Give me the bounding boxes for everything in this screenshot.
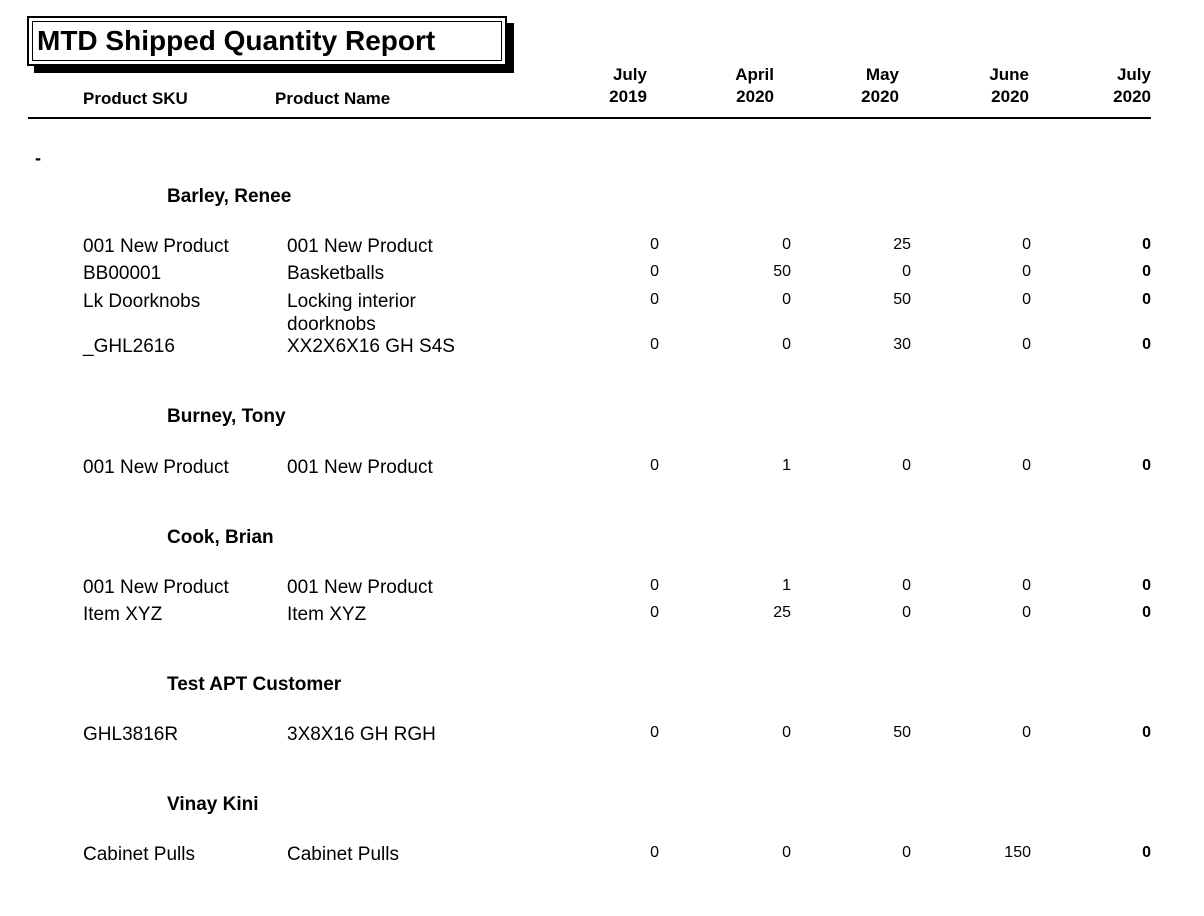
qty-cell: 0 (1022, 577, 1031, 594)
column-header-month-name: May (865, 65, 899, 84)
group-marker: - (35, 148, 41, 168)
qty-cell: 0 (1142, 236, 1151, 253)
column-header-month-year: 2019 (609, 87, 647, 106)
qty-cell: 150 (1004, 844, 1031, 861)
qty-cell: 0 (782, 291, 791, 308)
qty-cell: 0 (902, 457, 911, 474)
product-sku: 001 New Product (83, 457, 229, 478)
qty-cell: 30 (893, 336, 911, 353)
column-header-month (1031, 64, 1151, 108)
table-row (0, 290, 1204, 336)
product-name: Locking interior doorknobs (287, 291, 416, 335)
qty-cell: 0 (1142, 291, 1151, 308)
qty-cell: 0 (1142, 457, 1151, 474)
qty-cell: 0 (782, 336, 791, 353)
product-sku: 001 New Product (83, 577, 229, 598)
column-header-month-year: 2020 (736, 87, 774, 106)
product-name: XX2X6X16 GH S4S (287, 336, 455, 357)
qty-cell: 0 (650, 844, 659, 861)
customer-group-name: Burney, Tony (167, 406, 286, 427)
customer-group-name: Vinay Kini (167, 794, 259, 815)
qty-cell: 0 (1142, 724, 1151, 741)
column-header-month (527, 64, 647, 108)
qty-cell: 0 (650, 291, 659, 308)
product-name: 3X8X16 GH RGH (287, 724, 436, 745)
qty-cell: 0 (1022, 236, 1031, 253)
column-header-month-year: 2020 (861, 87, 899, 106)
product-name: 001 New Product (287, 457, 433, 478)
qty-cell: 0 (1142, 604, 1151, 621)
qty-cell: 25 (773, 604, 791, 621)
product-sku: Item XYZ (83, 604, 163, 625)
qty-cell: 50 (893, 291, 911, 308)
qty-cell: 0 (782, 236, 791, 253)
product-name: Item XYZ (287, 604, 367, 625)
qty-cell: 0 (650, 577, 659, 594)
column-header-month-name: July (1116, 65, 1151, 84)
qty-cell: 0 (1142, 263, 1151, 280)
qty-cell: 0 (1022, 291, 1031, 308)
product-name: 001 New Product (287, 236, 433, 257)
qty-cell: 1 (782, 577, 791, 594)
table-row (0, 335, 1204, 362)
customer-group-name: Test APT Customer (167, 674, 342, 695)
qty-cell: 0 (902, 577, 911, 594)
column-header-month (779, 64, 899, 108)
product-name: 001 New Product (287, 577, 433, 598)
product-name: Basketballs (287, 263, 385, 284)
column-header-month (654, 64, 774, 108)
qty-cell: 0 (1142, 844, 1151, 861)
product-sku: Cabinet Pulls (83, 844, 195, 865)
table-row (0, 262, 1204, 289)
product-sku: _GHL2616 (83, 336, 175, 357)
qty-cell: 0 (650, 263, 659, 280)
qty-cell: 0 (902, 263, 911, 280)
qty-cell: 25 (893, 236, 911, 253)
table-row (0, 235, 1204, 262)
product-sku: Lk Doorknobs (83, 291, 201, 312)
column-header-month-year: 2020 (1113, 87, 1151, 106)
column-header-month-name: April (735, 65, 774, 84)
qty-cell: 0 (650, 236, 659, 253)
column-header-month (909, 64, 1029, 108)
qty-cell: 0 (782, 724, 791, 741)
product-sku: GHL3816R (83, 724, 179, 745)
qty-cell: 0 (902, 844, 911, 861)
qty-cell: 0 (782, 844, 791, 861)
qty-cell: 0 (1022, 724, 1031, 741)
column-header-month-name: July (612, 65, 647, 84)
qty-cell: 0 (650, 724, 659, 741)
qty-cell: 0 (650, 457, 659, 474)
qty-cell: 0 (650, 604, 659, 621)
customer-group-name: Barley, Renee (167, 186, 292, 207)
product-sku: 001 New Product (83, 236, 229, 257)
column-header-month-name: June (989, 65, 1029, 84)
qty-cell: 0 (650, 336, 659, 353)
product-sku: BB00001 (83, 263, 162, 284)
report-title: MTD Shipped Quantity Report (32, 21, 502, 61)
header-divider (28, 117, 1151, 119)
table-row (0, 843, 1204, 870)
qty-cell: 0 (1022, 457, 1031, 474)
table-row (0, 603, 1204, 630)
table-row (0, 456, 1204, 483)
column-header-name: Product Name (275, 89, 391, 108)
qty-cell: 50 (773, 263, 791, 280)
table-row (0, 723, 1204, 750)
qty-cell: 0 (1142, 577, 1151, 594)
qty-cell: 0 (902, 604, 911, 621)
qty-cell: 0 (1022, 336, 1031, 353)
qty-cell: 0 (1022, 604, 1031, 621)
qty-cell: 1 (782, 457, 791, 474)
column-header-month-year: 2020 (991, 87, 1029, 106)
qty-cell: 0 (1022, 263, 1031, 280)
product-name: Cabinet Pulls (287, 844, 399, 865)
qty-cell: 0 (1142, 336, 1151, 353)
table-row (0, 576, 1204, 603)
report-title-box (27, 16, 507, 66)
qty-cell: 50 (893, 724, 911, 741)
customer-group-name: Cook, Brian (167, 527, 274, 548)
column-header-sku: Product SKU (83, 89, 188, 108)
